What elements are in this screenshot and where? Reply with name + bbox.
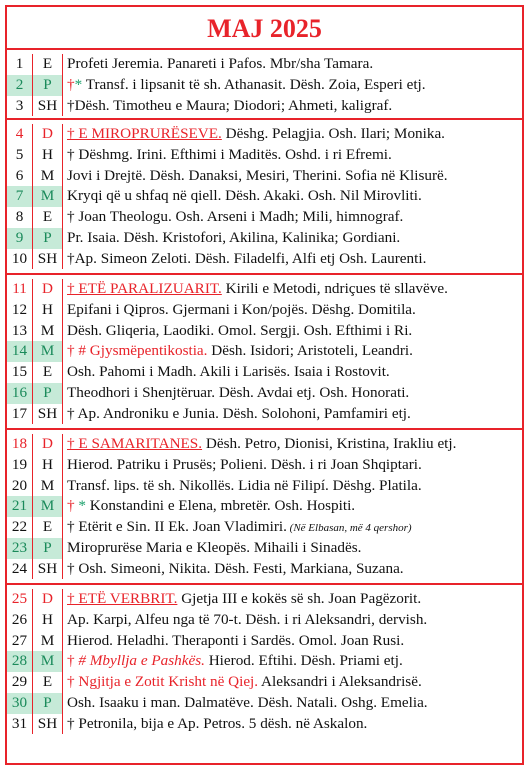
day-row	[7, 434, 522, 455]
day-saints-text	[63, 496, 522, 517]
day-number: 17	[7, 404, 33, 425]
cross-mark: †	[67, 497, 75, 515]
day-number: 19	[7, 455, 33, 476]
day-row	[7, 714, 522, 735]
saints-list: Transf. lips. të sh. Nikollës. Lidia në Filipí. Dëshg. Platila.	[67, 476, 422, 494]
day-number: 11	[7, 279, 33, 300]
feast-marker: # Mbyllja e Pashkës.	[74, 652, 205, 670]
feast-marker: *	[74, 75, 83, 93]
feast-name: † ETË VERBRIT.	[67, 590, 178, 607]
saints-list: Kirili e Metodi, ndriçues të sllavëve.	[221, 280, 448, 297]
weekday-letter: M	[33, 631, 63, 652]
saints-list: Hierod. Patriku i Prusës; Polieni. Dësh. i ri Joan Shqiptari.	[67, 455, 422, 473]
day-saints-text	[63, 207, 522, 228]
day-row	[7, 476, 522, 497]
saints-list: Ap. Karpi, Alfeu nga të 70-t. Dësh. i ri Aleksandri, dervish.	[67, 610, 428, 628]
cross-mark: †	[67, 75, 75, 93]
day-row	[7, 75, 522, 96]
weekday-letter: M	[33, 651, 63, 672]
day-number: 1	[7, 54, 33, 75]
day-saints-text	[63, 228, 522, 249]
saints-list: † Osh. Simeoni, Nikita. Dësh. Festi, Markiana, Suzana.	[67, 559, 404, 577]
weekday-letter: E	[33, 362, 63, 383]
weekday-letter: SH	[33, 96, 63, 117]
day-number: 31	[7, 714, 33, 735]
day-row	[7, 341, 522, 362]
day-row	[7, 207, 522, 228]
day-number: 22	[7, 517, 33, 538]
feast-marker: *	[74, 497, 86, 515]
day-number: 12	[7, 300, 33, 321]
day-saints-text	[63, 672, 522, 693]
day-saints-text	[63, 54, 522, 75]
day-number: 20	[7, 476, 33, 497]
saints-list: Dëshg. Pelagjia. Osh. Ilari; Monika.	[221, 125, 445, 142]
weekday-letter: M	[33, 166, 63, 187]
day-row	[7, 96, 522, 117]
day-number: 4	[7, 124, 33, 145]
day-row	[7, 383, 522, 404]
weekday-letter: SH	[33, 404, 63, 425]
day-row	[7, 166, 522, 187]
day-row	[7, 279, 522, 300]
saints-list: Dësh. Gliqeria, Laodiki. Omol. Sergji. Osh. Efthimi i Ri.	[67, 321, 413, 339]
day-row	[7, 517, 522, 538]
day-number: 23	[7, 538, 33, 559]
weekday-letter: P	[33, 538, 63, 559]
day-row	[7, 455, 522, 476]
saints-list: †Ap. Simeon Zeloti. Dësh. Filadelfi, Alfi etj Osh. Laurenti.	[67, 249, 427, 267]
day-number: 16	[7, 383, 33, 404]
feast-name: † E MIROPRURËSEVE.	[67, 125, 222, 142]
weekday-letter: H	[33, 610, 63, 631]
day-number: 28	[7, 651, 33, 672]
weekday-letter: D	[33, 589, 63, 610]
saints-list: † Joan Theologu. Osh. Arseni i Madh; Mili, himnograf.	[67, 208, 404, 225]
day-saints-text	[63, 166, 522, 187]
saints-list: † Ap. Androniku e Junia. Dësh. Solohoni, Pamfamiri etj.	[67, 404, 411, 422]
day-saints-text	[63, 279, 522, 300]
saints-list: Miroprurëse Maria e Kleopës. Mihaili i Sinadës.	[67, 538, 362, 556]
week-block	[7, 589, 522, 740]
day-saints-text	[63, 96, 522, 117]
saints-list: Osh. Isaaku i man. Dalmatëve. Dësh. Natali. Oshg. Emelia.	[67, 693, 428, 711]
day-saints-text	[63, 434, 522, 455]
weekday-letter: H	[33, 300, 63, 321]
weekday-letter: M	[33, 496, 63, 517]
saints-list: † Dëshmg. Irini. Efthimi i Maditës. Oshd. i ri Efremi.	[67, 145, 392, 163]
cross-mark: †	[67, 652, 75, 670]
weekday-letter: E	[33, 54, 63, 75]
weekday-letter: SH	[33, 559, 63, 580]
weekday-letter: H	[33, 145, 63, 166]
day-saints-text	[63, 300, 522, 321]
weekday-letter: M	[33, 341, 63, 362]
weekday-letter: P	[33, 383, 63, 404]
saints-list: Jovi i Drejtë. Dësh. Danaksi, Mesiri, Therini. Sofia në Klisurë.	[67, 166, 448, 184]
weekday-letter: M	[33, 321, 63, 342]
day-row	[7, 610, 522, 631]
day-row	[7, 186, 522, 207]
day-saints-text	[63, 341, 522, 362]
day-saints-text	[63, 145, 522, 166]
day-number: 25	[7, 589, 33, 610]
day-number: 21	[7, 496, 33, 517]
day-row	[7, 300, 522, 321]
day-row	[7, 249, 522, 270]
day-number: 3	[7, 96, 33, 117]
saints-list: Pr. Isaia. Dësh. Kristofori, Akilina, Kalinika; Gordiani.	[67, 228, 401, 246]
day-number: 15	[7, 362, 33, 383]
day-number: 6	[7, 166, 33, 187]
day-saints-text	[63, 714, 522, 735]
day-number: 13	[7, 321, 33, 342]
weekday-letter: D	[33, 434, 63, 455]
day-number: 24	[7, 559, 33, 580]
day-saints-text	[63, 186, 522, 207]
day-row	[7, 145, 522, 166]
day-saints-text	[63, 362, 522, 383]
day-row	[7, 228, 522, 249]
feast-name: † Ngjitja e Zotit Krisht në Qiej.	[67, 673, 259, 690]
weekday-letter: M	[33, 186, 63, 207]
day-saints-text	[63, 321, 522, 342]
day-number: 14	[7, 341, 33, 362]
page-title: MAJ 2025	[7, 7, 522, 50]
day-number: 10	[7, 249, 33, 270]
day-saints-text	[63, 610, 522, 631]
day-saints-text	[63, 404, 522, 425]
feast-marker: # Gjysmëpentikostia.	[74, 342, 208, 360]
saints-list: Theodhori i Shenjtëruar. Dësh. Avdai etj. Osh. Honorati.	[67, 383, 410, 401]
day-row	[7, 124, 522, 145]
saints-list: Osh. Pahomi i Madh. Akili i Larisës. Isaia i Rostovit.	[67, 363, 390, 380]
day-number: 9	[7, 228, 33, 249]
weeks-container	[7, 54, 522, 740]
day-row	[7, 589, 522, 610]
day-row	[7, 559, 522, 580]
weekday-letter: SH	[33, 249, 63, 270]
week-block	[7, 434, 522, 585]
feast-name: † ETË PARALIZUARIT.	[67, 280, 222, 297]
saints-list: Dësh. Isidori; Aristoteli, Leandri.	[207, 342, 413, 360]
weekday-letter: P	[33, 75, 63, 96]
day-number: 30	[7, 693, 33, 714]
weekday-letter: E	[33, 672, 63, 693]
saints-list: Kryqi që u shfaq në qiell. Dësh. Akaki. Osh. Nil Mirovliti.	[67, 187, 422, 205]
day-row	[7, 631, 522, 652]
saints-list: Konstandini e Elena, mbretër. Osh. Hospiti.	[85, 497, 356, 515]
day-saints-text	[63, 589, 522, 610]
day-row	[7, 651, 522, 672]
day-row	[7, 538, 522, 559]
saints-list: Gjetja III e kokës së sh. Joan Pagëzorit.	[177, 590, 422, 607]
weekday-letter: H	[33, 455, 63, 476]
weekday-letter: D	[33, 279, 63, 300]
day-saints-text	[63, 517, 522, 538]
saints-list: Hierod. Heladhi. Theraponti i Sardës. Omol. Joan Rusi.	[67, 631, 405, 649]
calendar-page	[5, 5, 524, 765]
day-saints-text	[63, 693, 522, 714]
saints-list: Hierod. Eftihi. Dësh. Priami etj.	[204, 652, 403, 670]
day-number: 2	[7, 75, 33, 96]
saints-list: Transf. i lipsanit të sh. Athanasit. Dësh. Zoia, Esperi etj.	[82, 75, 426, 93]
day-saints-text	[63, 651, 522, 672]
day-number: 7	[7, 186, 33, 207]
week-block	[7, 54, 522, 120]
day-number: 5	[7, 145, 33, 166]
day-row	[7, 321, 522, 342]
week-block	[7, 279, 522, 430]
weekday-letter: E	[33, 207, 63, 228]
day-number: 27	[7, 631, 33, 652]
saints-list: †Dësh. Timotheu e Maura; Diodori; Ahmeti, kaligraf.	[67, 96, 393, 114]
day-row	[7, 362, 522, 383]
day-saints-text	[63, 559, 522, 580]
day-number: 26	[7, 610, 33, 631]
saints-list: Epifani i Qipros. Gjermani i Kon/pojës. Dëshg. Domitila.	[67, 300, 416, 318]
day-row	[7, 54, 522, 75]
day-saints-text	[63, 124, 522, 145]
day-saints-text	[63, 476, 522, 497]
saints-list: Dësh. Petro, Dionisi, Kristina, Irakliu etj.	[202, 435, 457, 452]
weekday-letter: M	[33, 476, 63, 497]
day-saints-text	[63, 455, 522, 476]
weekday-letter: P	[33, 693, 63, 714]
week-block	[7, 124, 522, 275]
saints-list: † Petronila, bija e Ap. Petros. 5 dësh. në Askalon.	[67, 714, 368, 732]
weekday-letter: SH	[33, 714, 63, 735]
feast-name: † E SAMARITANES.	[67, 435, 203, 452]
day-row	[7, 672, 522, 693]
footnote: (Në Elbasan, më 4 qershor)	[286, 522, 412, 534]
day-saints-text	[63, 383, 522, 404]
weekday-letter: D	[33, 124, 63, 145]
day-row	[7, 404, 522, 425]
day-saints-text	[63, 249, 522, 270]
day-number: 29	[7, 672, 33, 693]
saints-list: Profeti Jeremia. Panareti i Pafos. Mbr/sha Tamara.	[67, 55, 374, 72]
day-saints-text	[63, 631, 522, 652]
day-row	[7, 693, 522, 714]
weekday-letter: P	[33, 228, 63, 249]
weekday-letter: E	[33, 517, 63, 538]
day-row	[7, 496, 522, 517]
day-number: 8	[7, 207, 33, 228]
day-saints-text	[63, 538, 522, 559]
day-number: 18	[7, 434, 33, 455]
day-saints-text	[63, 75, 522, 96]
cross-mark: †	[67, 342, 75, 360]
saints-list: † Etërit e Sin. II Ek. Joan Vladimiri.	[67, 518, 287, 535]
saints-list: Aleksandri i Aleksandrisë.	[258, 673, 422, 690]
